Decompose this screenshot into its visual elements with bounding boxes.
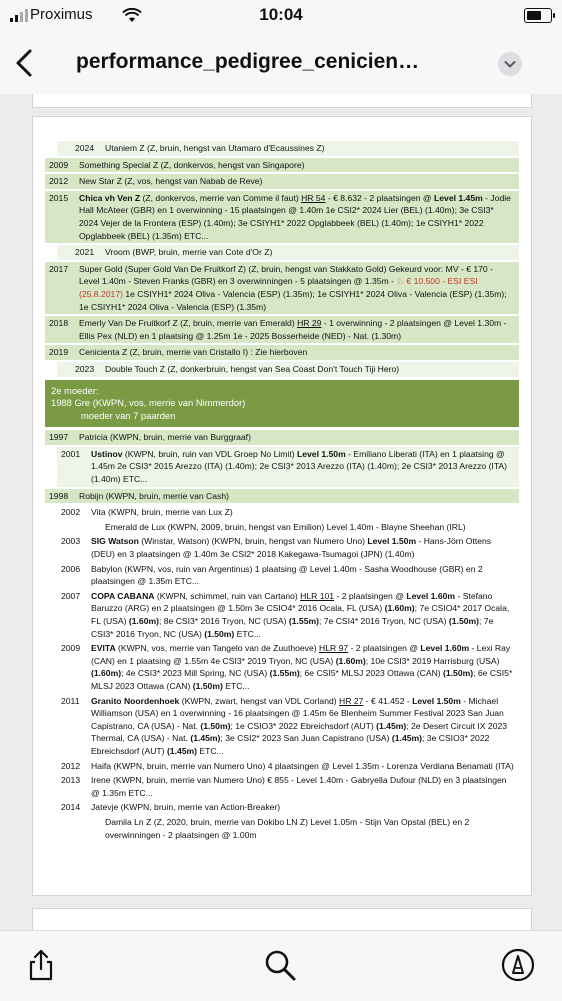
row-text: COPA CABANA (KWPN, schimmel, ruin van Cartano) HLR 101 - 2 plaatsingen @ Level 1.60m - Stefano Baruzzo (ARG) en 2 plaatsingen @ 1.50m 3e CSIO4* 2016 Ocala, FL (USA) (1.60m); 7e CSIO4* 2017 Ocala, FL (USA) (1.60m); 8e CSI3* 2016 Tryon, NC (USA) (1.55m); 7e CSI4* 2016 Tryon, NC (USA) (1.50m); 7e CSI3* 2016 Tryon, NC (USA) (1.50m) ETC...	[91, 590, 510, 639]
banner-label: 2e moeder:	[51, 384, 99, 396]
row-year: 2017	[49, 263, 69, 274]
row-year: 2012	[49, 176, 69, 187]
pedigree-row	[57, 641, 519, 693]
row-text: Emerly Van De Fruitkorf Z (Z, bruin, merrie van Emerald) HR 29 - 1 overwinning - 2 plaatsingen @ Level 1.30m - Ellis Pex (NLD) en 1 plaatsing @ 1.25m 1e - 2025 Bosserheide (NED) - Nat. (1.30m)	[79, 318, 507, 341]
row-year: 2018	[49, 318, 69, 329]
row-year: 2009	[49, 159, 69, 170]
pedigree-row	[57, 694, 519, 759]
pedigree-row	[57, 815, 519, 842]
pedigree-row	[57, 773, 519, 800]
battery-icon	[524, 8, 552, 23]
markup-icon[interactable]	[500, 947, 536, 983]
row-text: Vita (KWPN, bruin, merrie van Lux Z)	[91, 507, 233, 518]
row-text: Damila Ln Z (Z, 2020, bruin, merrie van Dokibo LN Z) Level 1.05m - Stijn Van Opstal (BEL) en 2 overwinningen - 2 plaatsingen @ 1.00m	[105, 816, 470, 840]
row-text: Granito Noordenhoek (KWPN, zwart, hengst van VDL Corland) HR 27 - € 41.452 - Level 1.50m - Michael Williamson (USA) en 1 overwinning - 16 plaatsingen @ 1.45m 6e Blenheim Summer Festival 2023 San Juan Capistrano, CA (USA) - Nat. (1.50m); 1e CSIO3* 2022 Ebreichsdorf (AUT) (1.45m); 2e Desert Circuit IX 2023 Thermal, CA (USA) - Nat. (1.45m); 3e CSI2* 2023 San Juan Capistrano (USA) (1.45m); 3e CSIO3* 2022 Ebreichsdorf (AUT) (1.45m) ETC...	[91, 695, 508, 756]
row-text: Babylon (KWPN, vos, ruin van Argentinus) 1 plaatsing @ Level 1.40m - Sasha Woodhouse (GBR) en 2 plaatsingen @ 1.35m ETC...	[91, 563, 483, 587]
pedigree-row	[45, 189, 519, 243]
pedigree-row	[45, 430, 519, 445]
next-page	[32, 908, 532, 930]
row-text: Vroom (BWP, bruin, merrie van Cote d'Or Z)	[105, 247, 273, 258]
back-chevron-icon[interactable]	[10, 46, 40, 80]
pedigree-row	[57, 534, 519, 561]
previous-page	[32, 94, 532, 108]
pedigree-row	[45, 487, 519, 504]
banner-line	[51, 397, 513, 410]
row-year: 2009	[61, 643, 81, 654]
pedigree-row	[57, 503, 519, 520]
pedigree-row	[57, 243, 519, 260]
row-year: 2019	[49, 347, 69, 358]
row-year: 2013	[61, 775, 81, 786]
row-text: Chica vh Ven Z (Z, donkervos, merrie van Comme il faut) HR 54 - € 8.632 - 2 plaatsingen @ Level 1.45m - Jodie Hall McAteer (GBR) en 1 overwinning - 15 plaatsingen @ 1.40m 1e CSI2* 2024 Lier (BEL) (1.40m); 3e CSI3* 2024 Vejer de la Frontera (ESP) (1.40m); 3e CSIYH1* 2022 Opglabbeek (BEL) (1.40m); 1e CSIYH1* 2022 Opglabbeek (BEL) (1.35m) ETC...	[79, 192, 511, 241]
clock: 10:04	[259, 5, 303, 24]
row-year: 2023	[75, 363, 95, 374]
pedigree-row	[57, 141, 519, 156]
pedigree-row	[45, 260, 519, 314]
row-year: 1998	[49, 490, 69, 501]
row-text: Jatevje (KWPN, bruin, merrie van Action-Breaker)	[91, 802, 281, 813]
banner-name: Gre (KWPN, vos, merrie van Nimmerdor)	[71, 397, 246, 409]
pedigree-row	[57, 520, 519, 535]
pedigree-row	[45, 343, 519, 360]
row-year: 2006	[61, 563, 81, 574]
pedigree-row	[57, 445, 519, 487]
row-year: 2002	[61, 507, 81, 518]
pedigree-row	[45, 314, 519, 343]
pedigree-content	[45, 141, 519, 842]
row-year: 1997	[49, 432, 69, 443]
row-text: Patricia (KWPN, bruin, merrie van Burggraaf)	[79, 432, 251, 443]
row-year: 2003	[61, 536, 81, 547]
bottom-toolbar	[0, 930, 562, 1001]
pedigree-row	[57, 562, 519, 589]
carrier-label: Proximus	[30, 6, 93, 23]
row-text: SIG Watson (Winstar, Watson) (KWPN, bruin, hengst van Numero Uno) Level 1.50m - Hans-Jörn Ottens (DEU) en 3 plaatsingen @ 1.40m 3e CSI2* 2018 Kakegawa-Tsumagoi (JPN) (1.40m)	[91, 536, 492, 560]
nav-bar	[0, 32, 562, 95]
row-text: Emerald de Lux (KWPN, 2009, bruin, hengst van Emilion) Level 1.40m - Blayne Sheehan (IRL)	[105, 521, 466, 532]
share-icon[interactable]	[23, 947, 59, 983]
chevron-down-icon	[498, 52, 522, 76]
search-icon[interactable]	[262, 947, 298, 983]
status-bar	[0, 0, 562, 32]
pedigree-row	[57, 360, 519, 377]
pedigree-row	[57, 759, 519, 774]
row-text: Something Special Z (Z, donkervos, hengst van Singapore)	[79, 159, 305, 170]
title-menu-button[interactable]	[498, 52, 522, 76]
row-year: 2011	[61, 695, 80, 706]
banner-year: 1988	[51, 397, 72, 409]
row-year: 2024	[75, 143, 95, 153]
row-year: 2014	[61, 802, 81, 813]
pedigree-row	[57, 800, 519, 815]
row-year: 2015	[49, 192, 69, 203]
row-text: Haifa (KWPN, bruin, merrie van Numero Uno) 4 plaatsingen @ Level 1.35m - Lorenza Verdiana Benamati (ITA)	[91, 760, 514, 771]
pedigree-row	[57, 589, 519, 641]
row-text: Double Touch Z (Z, donkerbruin, hengst van Sea Coast Don't Touch Tiji Hero)	[105, 363, 400, 374]
row-year: 2001	[61, 448, 81, 459]
row-text: Utaniem Z (Z, bruin, hengst van Utamaro d'Ecaussines Z)	[105, 143, 325, 153]
row-year: 2012	[61, 760, 81, 771]
banner-note: moeder van 7 paarden	[81, 409, 176, 421]
row-text: Cenicienta Z (Z, bruin, merrie van Cristallo I) : Zie hierboven	[79, 347, 308, 358]
pedigree-row	[45, 156, 519, 173]
row-year: 2021	[75, 247, 95, 258]
row-text: EVITA (KWPN, vos, merrie van Tangelo van de Zuuthoeve) HLR 97 - 2 plaatsingen @ Level 1.60m - Lexi Ray (CAN) en 1 plaatsing @ 1.55m 4e CSI3* 2019 Tryon, NC (USA) (1.60m); 10e CSI3* 2019 Harrisburg (USA) (1.60m); 4e CSI3* 2023 Mill Spring, NC (USA) (1.55m); 6e CSI5* MLSJ 2023 Ottawa (CAN) (1.50m); 6e CSI5* MLSJ 2023 Ottawa (CAN) (1.50m) ETC...	[91, 643, 513, 691]
document-title: performance_pedigree_cenicien…	[76, 50, 420, 73]
row-text: Irene (KWPN, bruin, merrie van Numero Uno) € 855 - Level 1.40m - Gabryella Dufour (NLD) en 3 plaatsingen @ 1.35m ETC...	[91, 775, 507, 798]
row-text: New Star Z (Z, vos, hengst van Nabab de Reve)	[79, 176, 263, 187]
second-dam-banner	[45, 380, 519, 428]
row-text: Super Gold (Super Gold Van De Fruitkorf Z) (Z, bruin, hengst van Stakkato Gold) Gekeurd voor: MV - € 170 - Level 1.40m - Steven Franks (GBR) en 3 overwinningen - 5 plaatsingen @ 1.35m - ♘ € 10.500 - ESI ESI (25.8.2017) 1e CSIYH1* 2024 Oliva - Valencia (ESP) (1.35m); 1e CSIYH1* 2024 Oliva - Valencia (ESP) (1.35m); 1e CSIYH1* 2024 Oliva - Valencia (ESP) (1.35m)	[79, 263, 507, 312]
row-text: Robijn (KWPN, bruin, merrie van Cash)	[79, 490, 229, 501]
row-text: Ustinov (KWPN, bruin, ruin van VDL Groep No Limit) Level 1.50m - Emiliano Liberati (ITA) en 1 plaatsing @ 1.45m 2e CSI3* 2015 Arezzo (ITA) (1.40m); 2e CSI3* 2013 Arezzo (ITA) (1.40m); 2e CSI3* 2013 Arezzo (ITA) (1.40m) ETC...	[91, 448, 508, 485]
row-year: 2007	[61, 590, 81, 601]
pedigree-row	[45, 172, 519, 189]
pdf-page	[32, 116, 532, 896]
document-viewer[interactable]	[0, 94, 562, 930]
